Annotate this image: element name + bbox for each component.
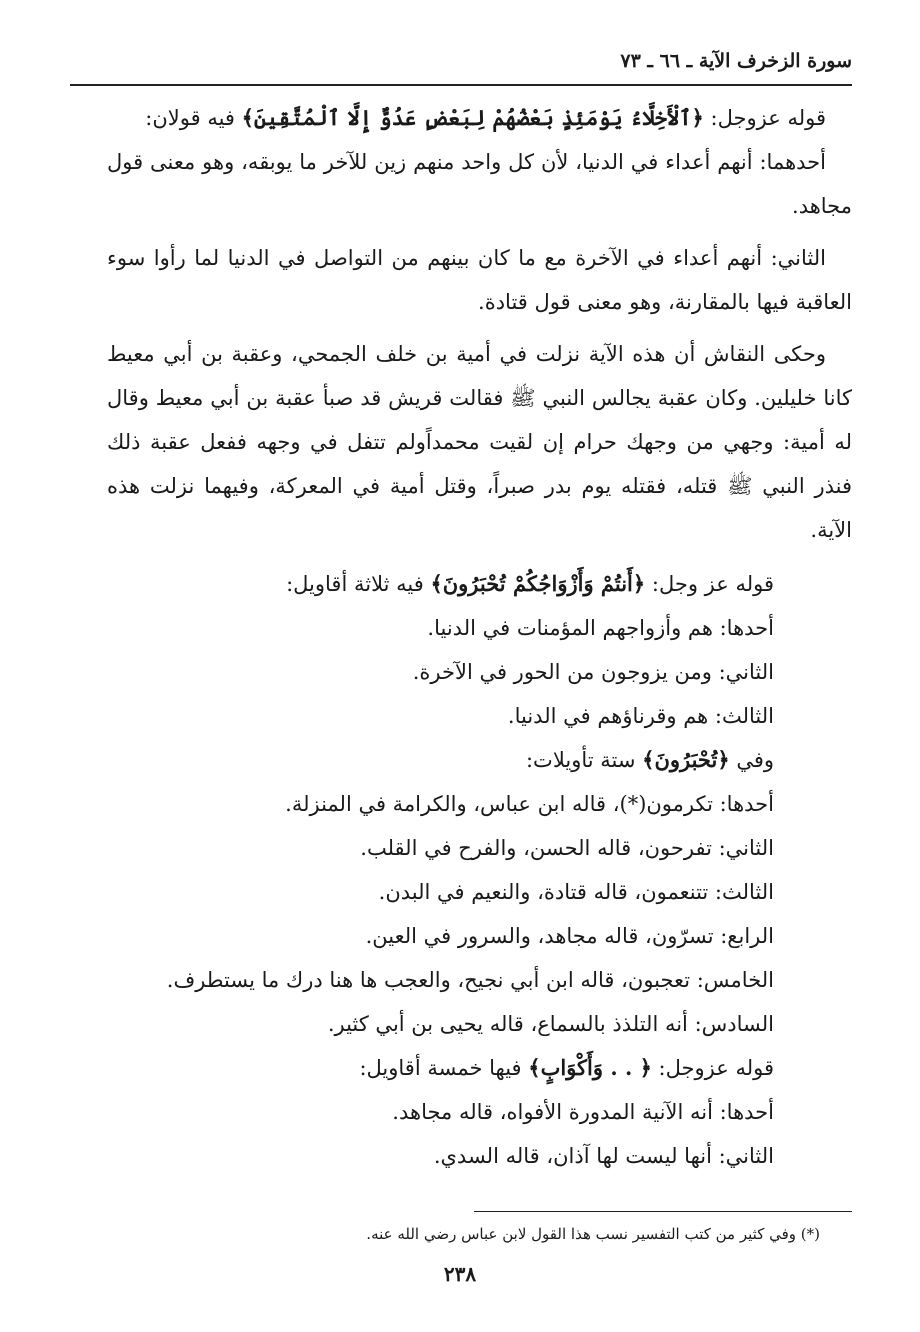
list-item: أحدها: هم وأزواجهم المؤمنات في الدنيا. — [427, 616, 774, 640]
paragraph-verse-3 — [107, 1046, 774, 1090]
list-item: الثاني: تفرحون، قاله الحسن، والفرح في القلب. — [360, 836, 774, 860]
paragraph-first-opinion: أحدهما: أنهم أعداء في الدنيا، لأن كل واحد منهم زين للآخر ما يوبقه، وهو معنى قول مجاهد. — [107, 150, 852, 218]
list-item: الثالث: تتنعمون، قاله قتادة، والنعيم في البدن. — [378, 880, 774, 904]
list-item: السادس: أنه التلذذ بالسماع، قاله يحيى بن أبي كثير. — [327, 1012, 774, 1036]
verse-tail: فيه ثلاثة أقاويل: — [286, 572, 431, 596]
verse-tail: فيه قولان: — [145, 106, 242, 130]
footnote-divider — [474, 1211, 852, 1212]
paragraph-tuhbarun — [107, 738, 774, 782]
quran-quote: ﴿ . . وَأَكْوَابٍ﴾ — [528, 1055, 652, 1080]
paragraph-verse-2 — [107, 562, 774, 606]
verse-intro: قوله عزوجل: — [651, 1056, 774, 1080]
quran-quote: ﴿ٱلْأَخِلَّاءُ يَوْمَئِذٍ بَعْضُهُمْ لِبَعْضٍ عَدُوٌّ إِلَّا ٱلْمُتَّقِينَ﴾ — [241, 105, 704, 130]
paragraph-second-opinion: الثاني: أنهم أعداء في الآخرة مع ما كان بينهم من التواصل في الدنيا لما رأوا سوء العاقبة فيها بالمقارنة، وهو معنى قول قتادة. — [107, 246, 852, 314]
quran-quote: ﴿أَنتُمْ وَأَزْوَاجُكُمْ تُحْبَرُونَ﴾ — [430, 571, 646, 596]
footnote: (*) وفي كثير من كتب التفسير نسب هذا القول لابن عباس رضي الله عنه. — [366, 1225, 820, 1243]
list-item: أحدها: أنه الآنية المدورة الأفواه، قاله مجاهد. — [392, 1100, 774, 1124]
verse-intro: وفي — [729, 748, 774, 772]
paragraph-naqqash-account: وحكى النقاش أن هذه الآية نزلت في أمية بن خلف الجمحي، وعقبة بن أبي معيط كانا خليلين. وكان عقبة يجالس النبي ﷺ فقالت قريش قد صبأ عقبة بن أبي معيط وقال له أمية: وجهي من وجهك حرام إن لقيت محمداًولم تتفل في وجهه ففعل عقبة ذلك فنذر النبي ﷺ قتله، فقتله يوم بدر صبراً، وقتل أمية في المعركة، وفيهما نزلت هذه الآية. — [107, 342, 852, 542]
commentary-list — [107, 562, 852, 1178]
list-item: الرابع: تسرّون، قاله مجاهد، والسرور في العين. — [365, 924, 774, 948]
page-number: ٢٣٨ — [443, 1262, 477, 1286]
list-item: الثالث: هم وقرناؤهم في الدنيا. — [507, 704, 774, 728]
verse-tail: ستة تأويلات: — [525, 748, 643, 772]
quran-quote: ﴿تُحْبَرُونَ﴾ — [642, 747, 730, 772]
page-header — [70, 44, 852, 86]
list-item: الخامس: تعجبون، قاله ابن أبي نجيح، والعجب ها هنا درك ما يستطرف. — [166, 968, 774, 992]
verse-intro: قوله عزوجل: — [703, 106, 826, 130]
verse-tail: فيها خمسة أقاويل: — [359, 1056, 529, 1080]
list-item: الثاني: ومن يزوجون من الحور في الآخرة. — [412, 660, 774, 684]
page-body — [107, 96, 852, 1178]
list-item: أحدها: تكرمون(*)، قاله ابن عباس، والكرامة في المنزلة. — [285, 792, 774, 816]
verse-intro: قوله عز وجل: — [645, 572, 774, 596]
running-header-title: سورة الزخرف الآية ـ ٦٦ ـ ٧٣ — [620, 50, 852, 72]
list-item: الثاني: أنها ليست لها آذان، قاله السدي. — [433, 1144, 774, 1168]
paragraph-verse-1 — [107, 96, 852, 140]
